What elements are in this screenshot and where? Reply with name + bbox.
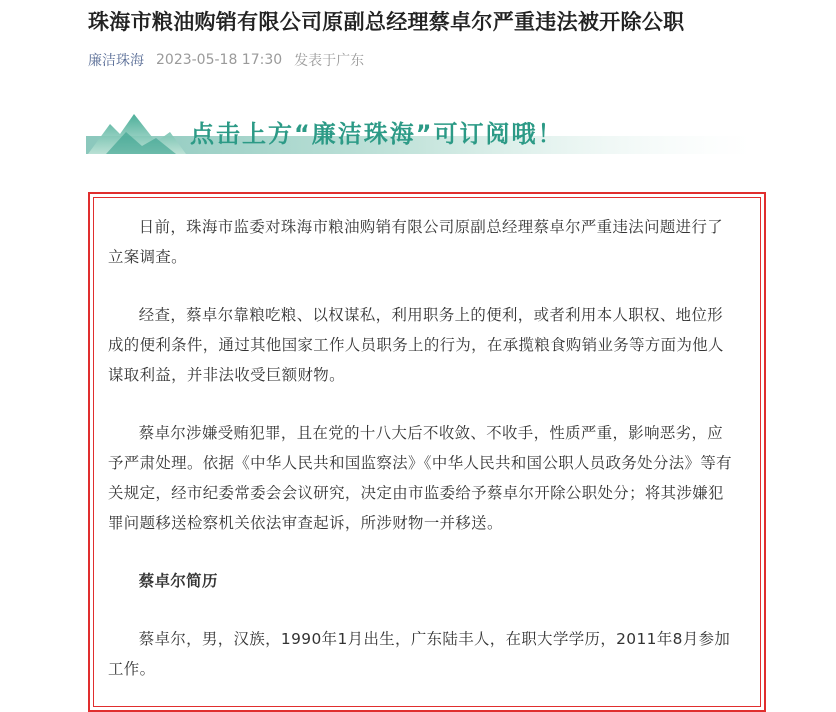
paragraph-intro: 日前，珠海市监委对珠海市粮油购销有限公司原副总经理蔡卓尔严重违法问题进行了立案调查。 <box>108 218 724 266</box>
paragraph-resume: 蔡卓尔，男，汉族，1990年1月出生，广东陆丰人，在职大学学历，2011年8月参加工作。 <box>108 630 731 678</box>
account-name-link[interactable]: 廉洁珠海 <box>88 53 144 69</box>
publish-time: 2023-05-18 17:30 <box>156 52 283 68</box>
resume-heading: 蔡卓尔简历 <box>138 572 218 590</box>
subscribe-banner[interactable] <box>86 102 752 158</box>
article-title: 珠海市粮油购销有限公司原副总经理蔡卓尔严重违法被开除公职 <box>88 10 685 34</box>
article-body-frame <box>88 192 766 712</box>
article-meta <box>88 50 364 70</box>
paragraph-findings: 经查，蔡卓尔靠粮吃粮、以权谋私，利用职务上的便利，或者利用本人职权、地位形成的便利条件，通过其他国家工作人员职务上的行为，在承揽粮食购销业务等方面为他人谋取利益，并非法收受巨额财物。 <box>108 306 724 384</box>
subscribe-banner-text: 点击上方“廉洁珠海”可订阅哦！ <box>190 120 564 148</box>
paragraph-decision: 蔡卓尔涉嫌受贿犯罪，且在党的十八大后不收敛、不收手，性质严重，影响恶劣，应予严肃处理。依据《中华人民共和国监察法》《中华人民共和国公职人员政务处分法》等有关规定，经市纪委常委会会议研究，决定由市监委给予蔡卓尔开除公职处分；将其涉嫌犯罪问题移送检察机关依法审查起诉，所涉财物一并移送。 <box>108 424 732 532</box>
article-content <box>108 212 738 712</box>
publish-location: 发表于广东 <box>294 53 365 69</box>
